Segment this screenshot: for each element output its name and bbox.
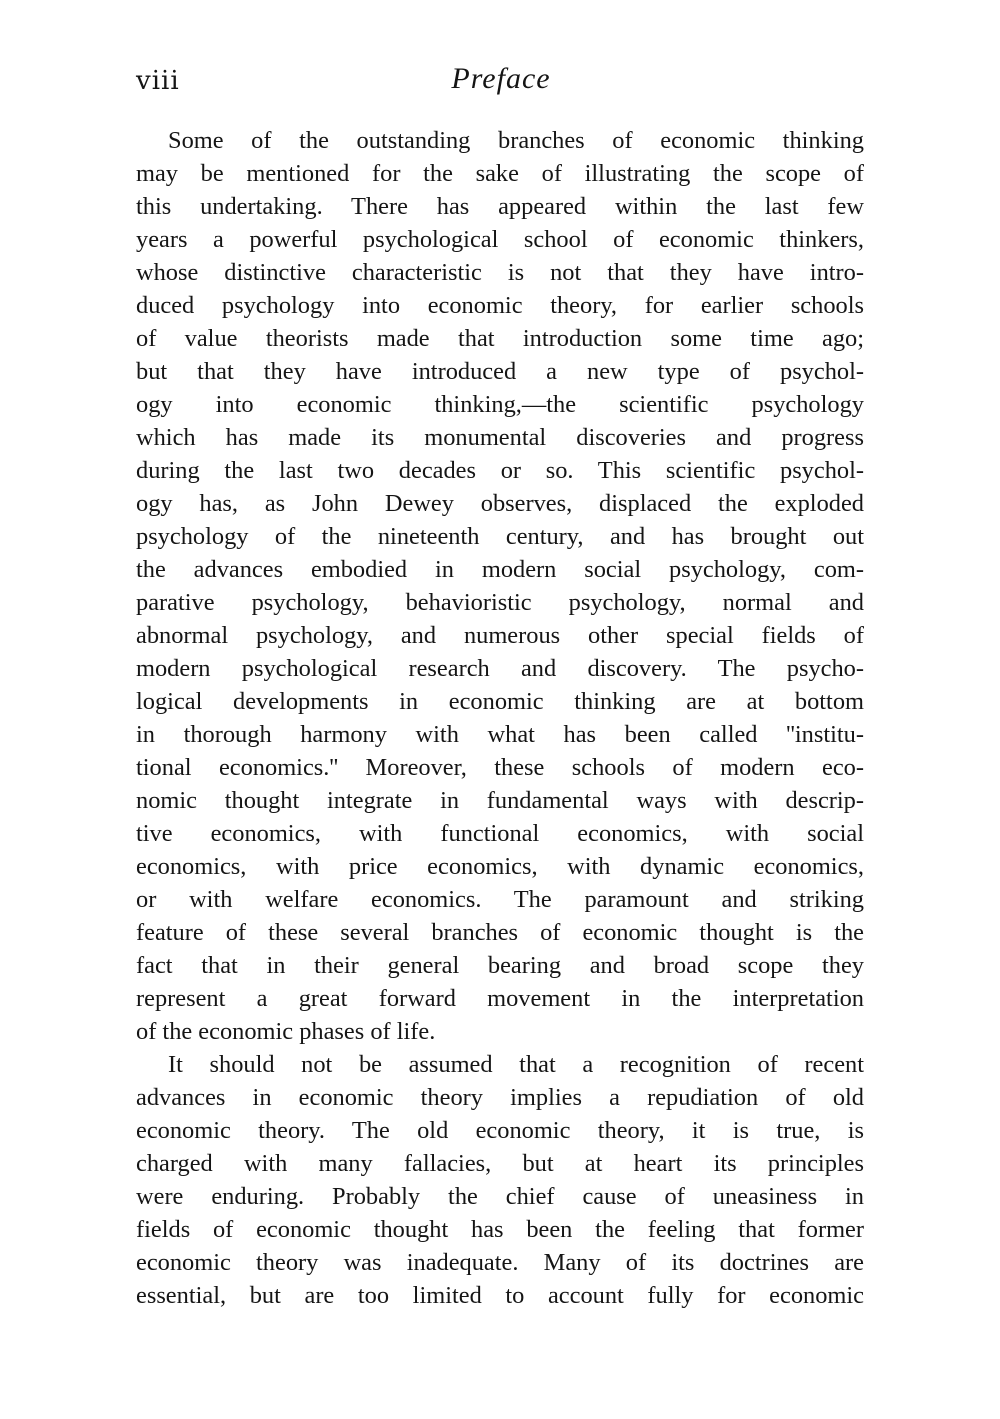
text-line: psychology of the nineteenth century, and has brought out	[136, 523, 864, 550]
text-line: whose distinctive characteristic is not that they have intro-	[136, 259, 864, 286]
text-line: Some of the outstanding branches of economic thinking	[168, 127, 864, 154]
text-line: It should not be assumed that a recognition of recent	[168, 1051, 864, 1078]
text-line: economic theory. The old economic theory, it is true, is	[136, 1117, 864, 1144]
text-line: advances in economic theory implies a repudiation of old	[136, 1084, 864, 1111]
text-line: ogy has, as John Dewey observes, displaced the exploded	[136, 490, 864, 517]
text-line: which has made its monumental discoveries and progress	[136, 424, 864, 451]
text-line: may be mentioned for the sake of illustrating the scope of	[136, 160, 864, 187]
text-line: of value theorists made that introduction some time ago;	[136, 325, 864, 352]
text-line: tional economics.'' Moreover, these schools of modern eco-	[136, 754, 864, 781]
text-line: in thorough harmony with what has been called ''institu-	[136, 721, 864, 748]
text-line: nomic thought integrate in fundamental ways with descrip-	[136, 787, 864, 814]
text-line: economics, with price economics, with dynamic economics,	[136, 853, 864, 880]
text-line: the advances embodied in modern social psychology, com-	[136, 556, 864, 583]
paragraph-2	[136, 1048, 864, 1312]
text-line: logical developments in economic thinking are at bottom	[136, 688, 864, 715]
text-line: abnormal psychology, and numerous other special fields of	[136, 622, 864, 649]
text-line: ogy into economic thinking,—the scientific psychology	[136, 391, 864, 418]
text-line: duced psychology into economic theory, for earlier schools	[136, 292, 864, 319]
text-line: modern psychological research and discovery. The psycho-	[136, 655, 864, 682]
text-line: represent a great forward movement in the interpretation	[136, 985, 864, 1012]
text-line: during the last two decades or so. This scientific psychol-	[136, 457, 864, 484]
page-header	[136, 62, 866, 102]
text-line: charged with many fallacies, but at heart its principles	[136, 1150, 864, 1177]
paragraph-1	[136, 124, 864, 1048]
text-line: economic theory was inadequate. Many of its doctrines are	[136, 1249, 864, 1276]
body-text	[136, 124, 864, 1312]
text-line: or with welfare economics. The paramount and striking	[136, 886, 864, 913]
text-line: tive economics, with functional economics, with social	[136, 820, 864, 847]
text-line: this undertaking. There has appeared within the last few	[136, 193, 864, 220]
text-line: parative psychology, behavioristic psychology, normal and	[136, 589, 864, 616]
page-number: viii	[136, 66, 180, 96]
text-line: fact that in their general bearing and broad scope they	[136, 952, 864, 979]
text-line: of the economic phases of life.	[136, 1018, 436, 1045]
text-line: were enduring. Probably the chief cause of uneasiness in	[136, 1183, 864, 1210]
text-line: feature of these several branches of economic thought is the	[136, 919, 864, 946]
running-head: Preface	[451, 62, 551, 95]
text-line: years a powerful psychological school of economic thinkers,	[136, 226, 864, 253]
text-line: but that they have introduced a new type of psychol-	[136, 358, 864, 385]
text-line: fields of economic thought has been the feeling that former	[136, 1216, 864, 1243]
text-line: essential, but are too limited to account fully for economic	[136, 1282, 864, 1309]
